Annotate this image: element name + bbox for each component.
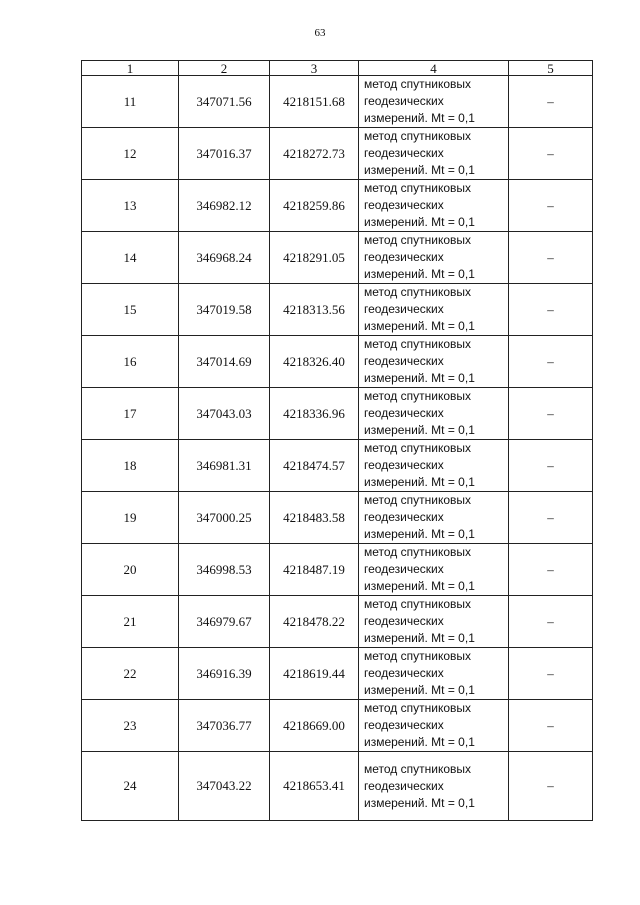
y-coordinate-cell: 4218487.19 <box>270 544 359 596</box>
table-row <box>82 700 593 752</box>
x-coordinate-cell: 347071.56 <box>179 76 270 128</box>
y-coordinate-cell: 4218619.44 <box>270 648 359 700</box>
point-number-cell: 13 <box>82 180 179 232</box>
method-text-line: геодезических <box>364 250 444 264</box>
method-text-line: измерений. Mt = 0,1 <box>364 319 475 333</box>
method-text-line: измерений. Mt = 0,1 <box>364 631 475 645</box>
note-cell: – <box>509 76 593 128</box>
coordinates-table <box>81 60 593 821</box>
method-cell <box>359 752 509 821</box>
y-coordinate-cell: 4218669.00 <box>270 700 359 752</box>
point-number-cell: 18 <box>82 440 179 492</box>
method-cell <box>359 232 509 284</box>
x-coordinate-cell: 346979.67 <box>179 596 270 648</box>
note-cell: – <box>509 440 593 492</box>
column-header-4: 4 <box>359 61 509 76</box>
method-cell <box>359 700 509 752</box>
table-row <box>82 128 593 180</box>
table-body <box>82 76 593 821</box>
y-coordinate-cell: 4218653.41 <box>270 752 359 821</box>
note-cell: – <box>509 180 593 232</box>
table-header-row <box>82 61 593 76</box>
method-text-line: геодезических <box>364 614 444 628</box>
point-number-cell: 15 <box>82 284 179 336</box>
table-row <box>82 232 593 284</box>
x-coordinate-cell: 347016.37 <box>179 128 270 180</box>
method-text-line: измерений. Mt = 0,1 <box>364 795 475 810</box>
point-number-cell: 14 <box>82 232 179 284</box>
method-text-line: геодезических <box>364 198 444 212</box>
y-coordinate-cell: 4218326.40 <box>270 336 359 388</box>
method-text-line: измерений. Mt = 0,1 <box>364 423 475 437</box>
y-coordinate-cell: 4218291.05 <box>270 232 359 284</box>
y-coordinate-cell: 4218483.58 <box>270 492 359 544</box>
x-coordinate-cell: 347036.77 <box>179 700 270 752</box>
method-text-line: метод спутниковых <box>364 493 472 507</box>
method-text-line: метод спутниковых <box>364 545 472 559</box>
method-cell <box>359 180 509 232</box>
method-cell <box>359 544 509 596</box>
method-text-line: измерений. Mt = 0,1 <box>364 475 475 489</box>
y-coordinate-cell: 4218474.57 <box>270 440 359 492</box>
method-text-line: метод спутниковых <box>364 337 472 351</box>
method-text-line: измерений. Mt = 0,1 <box>364 267 475 281</box>
x-coordinate-cell: 346982.12 <box>179 180 270 232</box>
method-text-line: метод спутниковых <box>364 233 472 247</box>
method-text-line: измерений. Mt = 0,1 <box>364 163 475 177</box>
method-text-line: метод спутниковых <box>364 77 472 91</box>
note-cell: – <box>509 388 593 440</box>
table-row <box>82 388 593 440</box>
note-cell: – <box>509 752 593 821</box>
point-number-cell: 19 <box>82 492 179 544</box>
method-cell <box>359 388 509 440</box>
method-text-line: метод спутниковых <box>364 701 472 715</box>
x-coordinate-cell: 347014.69 <box>179 336 270 388</box>
method-text-line: геодезических <box>364 302 444 316</box>
column-header-3: 3 <box>270 61 359 76</box>
note-cell: – <box>509 492 593 544</box>
point-number-cell: 22 <box>82 648 179 700</box>
point-number-cell: 20 <box>82 544 179 596</box>
x-coordinate-cell: 346916.39 <box>179 648 270 700</box>
method-text-line: геодезических <box>364 354 444 368</box>
column-header-1: 1 <box>82 61 179 76</box>
y-coordinate-cell: 4218478.22 <box>270 596 359 648</box>
method-text-line: измерений. Mt = 0,1 <box>364 735 475 749</box>
table-row <box>82 180 593 232</box>
method-text-line: метод спутниковых <box>364 441 472 455</box>
table-row <box>82 492 593 544</box>
method-text-line: геодезических <box>364 146 444 160</box>
x-coordinate-cell: 346968.24 <box>179 232 270 284</box>
method-cell <box>359 128 509 180</box>
method-cell <box>359 440 509 492</box>
note-cell: – <box>509 544 593 596</box>
point-number-cell: 23 <box>82 700 179 752</box>
note-cell: – <box>509 336 593 388</box>
method-text-line: геодезических <box>364 458 444 472</box>
point-number-cell: 24 <box>82 752 179 821</box>
x-coordinate-cell: 347019.58 <box>179 284 270 336</box>
y-coordinate-cell: 4218151.68 <box>270 76 359 128</box>
method-text-line: метод спутниковых <box>364 597 472 611</box>
table-row <box>82 752 593 821</box>
method-text-line: измерений. Mt = 0,1 <box>364 683 475 697</box>
y-coordinate-cell: 4218259.86 <box>270 180 359 232</box>
method-text-line: геодезических <box>364 94 444 108</box>
method-text-line: метод спутниковых <box>364 389 472 403</box>
method-cell <box>359 76 509 128</box>
method-cell <box>359 336 509 388</box>
note-cell: – <box>509 284 593 336</box>
point-number-cell: 17 <box>82 388 179 440</box>
method-text-line: метод спутниковых <box>364 181 472 195</box>
y-coordinate-cell: 4218313.56 <box>270 284 359 336</box>
method-text-line: геодезических <box>364 718 444 732</box>
method-text-line: геодезических <box>364 666 444 680</box>
x-coordinate-cell: 347000.25 <box>179 492 270 544</box>
table-row <box>82 544 593 596</box>
method-text-line: метод спутниковых <box>364 649 472 663</box>
y-coordinate-cell: 4218272.73 <box>270 128 359 180</box>
table-row <box>82 284 593 336</box>
note-cell: – <box>509 596 593 648</box>
method-text-line: измерений. Mt = 0,1 <box>364 111 475 125</box>
note-cell: – <box>509 700 593 752</box>
method-text-line: геодезических <box>364 778 444 793</box>
method-text-line: метод спутниковых <box>364 761 472 776</box>
x-coordinate-cell: 346998.53 <box>179 544 270 596</box>
note-cell: – <box>509 128 593 180</box>
method-text-line: геодезических <box>364 406 444 420</box>
y-coordinate-cell: 4218336.96 <box>270 388 359 440</box>
table-row <box>82 336 593 388</box>
point-number-cell: 12 <box>82 128 179 180</box>
method-text-line: измерений. Mt = 0,1 <box>364 371 475 385</box>
x-coordinate-cell: 346981.31 <box>179 440 270 492</box>
column-header-2: 2 <box>179 61 270 76</box>
point-number-cell: 11 <box>82 76 179 128</box>
method-cell <box>359 596 509 648</box>
x-coordinate-cell: 347043.22 <box>179 752 270 821</box>
x-coordinate-cell: 347043.03 <box>179 388 270 440</box>
method-text-line: метод спутниковых <box>364 129 472 143</box>
method-text-line: метод спутниковых <box>364 285 472 299</box>
table-row <box>82 596 593 648</box>
table-row <box>82 440 593 492</box>
method-cell <box>359 648 509 700</box>
page-number: 63 <box>314 27 326 39</box>
table-row <box>82 648 593 700</box>
note-cell: – <box>509 648 593 700</box>
note-cell: – <box>509 232 593 284</box>
table-row <box>82 76 593 128</box>
method-text-line: измерений. Mt = 0,1 <box>364 579 475 593</box>
point-number-cell: 21 <box>82 596 179 648</box>
column-header-5: 5 <box>509 61 593 76</box>
point-number-cell: 16 <box>82 336 179 388</box>
method-cell <box>359 492 509 544</box>
method-text-line: геодезических <box>364 562 444 576</box>
method-cell <box>359 284 509 336</box>
method-text-line: геодезических <box>364 510 444 524</box>
method-text-line: измерений. Mt = 0,1 <box>364 215 475 229</box>
method-text-line: измерений. Mt = 0,1 <box>364 527 475 541</box>
